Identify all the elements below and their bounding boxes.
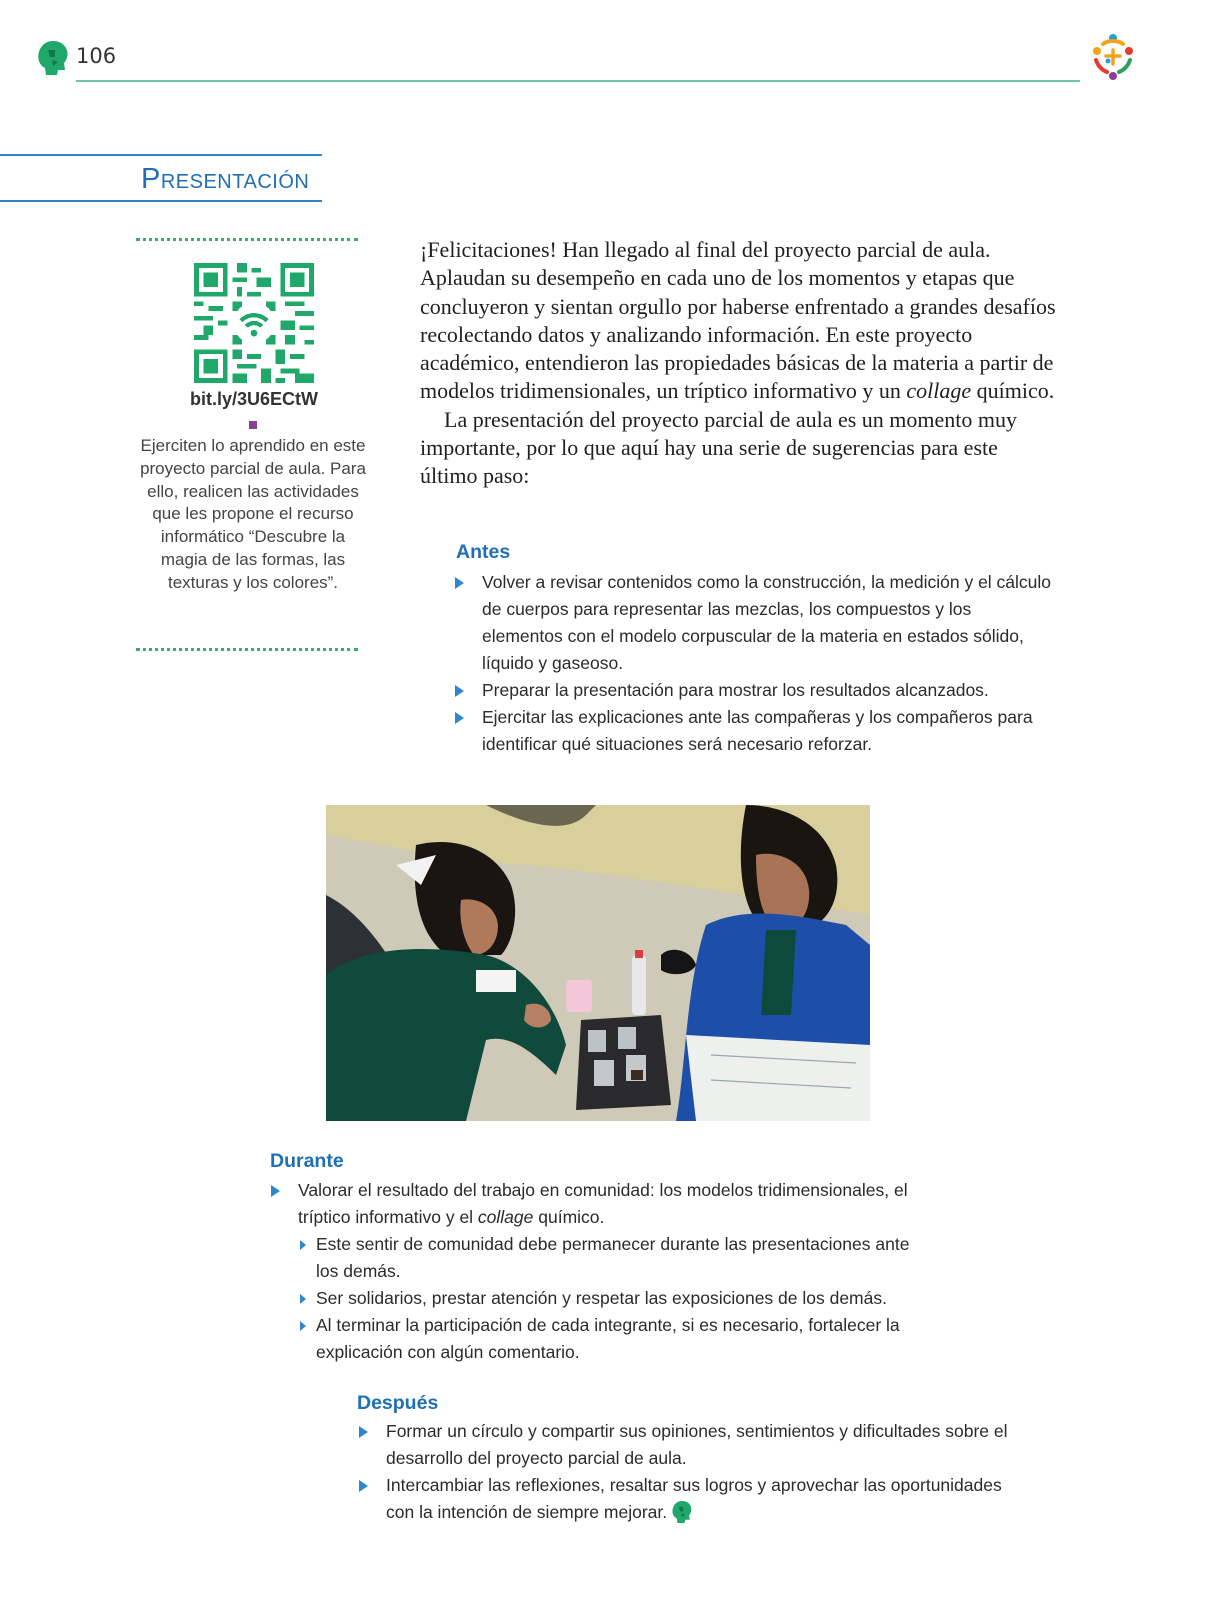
intro-p1-end: químico. <box>971 378 1055 404</box>
list-item-text: Volver a revisar contenidos como la construcción, la medición y el cálculo de cuerpos para representar las mezclas, los compuestos y los elementos con el modelo corpuscular de la materia en estados sólido, líquido y gaseoso. <box>482 572 1052 673</box>
bullet-triangle-icon <box>359 1426 368 1438</box>
durante-sublist <box>298 1231 928 1366</box>
intro-text <box>420 236 1060 491</box>
list-item-text-end: químico. <box>533 1207 605 1227</box>
intro-p1-italic: collage <box>906 378 972 404</box>
sidebar-description: Ejerciten lo aprendido en este proyecto parcial de aula. Para ello, realicen las actividades que les propone el recurso informático “Descubre la magia de las formas, las texturas y los colores”. <box>140 436 366 592</box>
section-title: Presentación <box>141 163 310 195</box>
green-head-logo-icon <box>36 40 70 76</box>
list-item-text: Ejercitar las explicaciones ante las compañeras y los compañeros para identificar qué situaciones será necesario reforzar. <box>482 707 1033 754</box>
despues-heading: Después <box>357 1392 439 1414</box>
sub-list-item-text: Este sentir de comunidad debe permanecer durante las presentaciones ante los demás. <box>316 1234 910 1281</box>
page-number: 106 <box>76 44 117 68</box>
bullet-small-triangle-icon <box>300 1321 306 1331</box>
sub-list-item-text: Al terminar la participación de cada integrante, si es necesario, fortalecer la explicación con algún comentario. <box>316 1315 900 1362</box>
list-item <box>452 677 1052 704</box>
list-item <box>452 704 1052 758</box>
list-item-text: Valorar el resultado del trabajo en comunidad: los modelos tridimensionales, el tríptico informativo y el <box>298 1180 908 1227</box>
bullet-triangle-icon <box>271 1185 280 1197</box>
students-experiment-photo <box>326 805 870 1121</box>
list-item-text: Formar un círculo y compartir sus opiniones, sentimientos y dificultades sobre el desarrollo del proyecto parcial de aula. <box>386 1421 1008 1468</box>
bullet-triangle-icon <box>455 577 464 589</box>
list-item <box>356 1418 1016 1472</box>
sub-list-item-text: Ser solidarios, prestar atención y respetar las exposiciones de los demás. <box>316 1288 887 1308</box>
header-divider <box>76 80 1080 82</box>
intro-paragraph-1 <box>420 236 1060 406</box>
list-item <box>452 569 1052 677</box>
durante-list <box>268 1177 928 1366</box>
bullet-triangle-icon <box>359 1480 368 1492</box>
sidebar-dotted-rule-bottom <box>136 648 358 651</box>
intro-paragraph-2: La presentación del proyecto parcial de aula es un momento muy importante, por lo que aquí hay una serie de sugerencias para este último paso: <box>420 406 1018 489</box>
list-item-text: Intercambiar las reflexiones, resaltar sus logros y aprovechar las oportunidades con la intención de siempre mejorar. <box>386 1475 1002 1522</box>
antes-heading: Antes <box>456 541 511 563</box>
colorful-people-circle-logo-icon <box>1086 30 1140 84</box>
title-rule-bottom <box>0 200 322 202</box>
green-head-logo-icon <box>671 1500 693 1524</box>
sidebar-dotted-rule-top <box>136 238 358 241</box>
antes-list <box>452 569 1052 758</box>
sub-list-item <box>298 1285 928 1312</box>
bullet-small-triangle-icon <box>300 1294 306 1304</box>
title-rule-top <box>0 154 322 156</box>
sidebar-square-bullet <box>249 421 257 429</box>
bullet-small-triangle-icon <box>300 1240 306 1250</box>
resource-link[interactable]: bit.ly/3U6ECtW <box>189 389 318 409</box>
sub-list-item <box>298 1231 928 1285</box>
bullet-triangle-icon <box>455 685 464 697</box>
despues-list <box>356 1418 1016 1526</box>
list-item-italic: collage <box>477 1207 534 1227</box>
list-item <box>356 1472 1016 1526</box>
qr-code-icon[interactable] <box>194 263 314 383</box>
durante-heading: Durante <box>270 1150 344 1172</box>
intro-p1-text: ¡Felicitaciones! Han llegado al final del proyecto parcial de aula. Aplaudan su desempeño en cada uno de los momentos y etapas que concluyeron y sientan orgullo por haberse enfrentado a grandes desafíos recolectando datos y analizando información. En este proyecto académico, entendieron las propiedades básicas de la materia a partir de modelos tridimensionales, un tríptico informativo y un <box>420 237 1056 404</box>
bullet-triangle-icon <box>455 712 464 724</box>
list-item <box>268 1177 928 1366</box>
list-item-text: Preparar la presentación para mostrar los resultados alcanzados. <box>482 680 989 700</box>
sub-list-item <box>298 1312 928 1366</box>
